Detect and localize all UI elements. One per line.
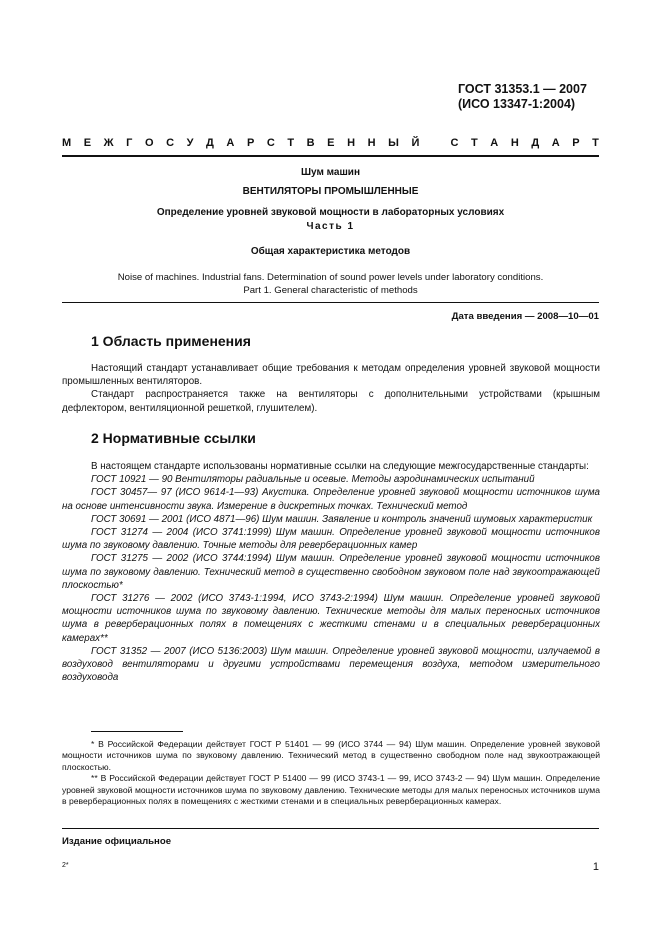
footnote-1: * В Российской Федерации действует ГОСТ Р 51401 — 99 (ИСО 3744 — 94) Шум машин. Определение уровней звуковой мощности источников шума по звуковому давлению. Технический метод в существенно свободном поле над звукоотражающей плоскостью. (62, 739, 600, 772)
banner-letter: Н (510, 137, 519, 149)
banner-letter: В (306, 137, 315, 149)
date-of-introduction: Дата введения — 2008—10—01 (451, 311, 599, 322)
title-line-1: Шум машин (300, 167, 360, 178)
interstate-standard-banner (62, 137, 599, 149)
part-label: Часть 1 (306, 221, 355, 232)
reference-item: ГОСТ 10921 — 90 Вентиляторы радиальные и осевые. Методы аэродинамических испытаний (91, 474, 535, 486)
banner-letter: Е (83, 137, 92, 149)
banner-letter: Р (246, 137, 255, 149)
footnotes (62, 739, 600, 807)
banner-letter: А (551, 137, 560, 149)
footnote-divider (91, 731, 183, 732)
banner-letter: Т (592, 137, 599, 149)
banner-letter: Ж (103, 137, 114, 149)
page-code: 2* (62, 862, 69, 869)
banner-letter: Н (347, 137, 356, 149)
banner-letter: Ы (388, 137, 399, 149)
banner-letter (432, 137, 438, 149)
banner-letter: С (450, 137, 459, 149)
banner-letter: С (266, 137, 275, 149)
banner-letter: Т (287, 137, 295, 149)
footnote-2: ** В Российской Федерации действует ГОСТ Р 51400 — 99 (ИСО 3743-1 — 99, ИСО 3743-2 — 94) Шум машин. Определение уровней звуковой мощности источников шума по звуковому давлению. Технические методы для малых переносных источников шума в реверберационных полях в помещениях с жесткими стенами и в специальных реверберационных камерах. (62, 773, 600, 807)
section-1-paragraph: Настоящий стандарт устанавливает общие требования к методам определения уровней звуковой мощности промышленных вентиляторов. (62, 363, 600, 388)
title-line-2: ВЕНТИЛЯТОРЫ ПРОМЫШЛЕННЫЕ (242, 186, 419, 197)
section-1-heading: 1 Область применения (91, 333, 251, 349)
title-line-3: Определение уровней звуковой мощности в лабораторных условиях (156, 207, 505, 218)
reference-item: ГОСТ 31276 — 2002 (ИСО 3743-1:1994, ИСО 3743-2:1994) Шум машин. Определение уровней звуковой мощности источников шума по звуковому давлению. Технические методы для малых переносных источников шума в реверберационных полях в помещениях с жесткими стенами и в специальных реверберационных камерах** (62, 593, 600, 644)
reference-item: ГОСТ 31274 — 2004 (ИСО 3741:1999) Шум машин. Определение уровней звуковой мощности источников шума по звуковому давлению. Точные методы для реверберационных камер (62, 527, 600, 552)
header-divider (62, 155, 599, 157)
banner-letter: О (144, 137, 154, 149)
footer-divider (62, 828, 599, 829)
banner-letter: Г (126, 137, 133, 149)
english-title-line-1: Noise of machines. Industrial fans. Determination of sound power levels under laboratory conditions. (117, 272, 544, 283)
reference-item: ГОСТ 30457— 97 (ИСО 9614-1—93) Акустика. Определение уровней звуковой мощности источников шума на основе интенсивности звука. Измерение в дискретных точках. Технический метод (62, 487, 600, 512)
page-number: 1 (592, 861, 599, 873)
banner-letter: У (186, 137, 194, 149)
banner-letter: М (62, 137, 72, 149)
banner-letter: С (166, 137, 175, 149)
section-2-intro: В настоящем стандарте использованы нормативные ссылки на следующие межгосударственные стандарты: (91, 461, 589, 472)
standard-designation-block (458, 82, 598, 112)
reference-item: ГОСТ 30691 — 2001 (ИСО 4871—96) Шум машин. Заявление и контроль значений шумовых характеристик (91, 513, 593, 525)
banner-letter: Н (367, 137, 376, 149)
section-1-paragraph: Стандарт распространяется также на вентиляторы с дополнительными устройствами (крышным дефлектором, вентиляционной решеткой, глушителем). (62, 389, 600, 414)
reference-item: ГОСТ 31352 — 2007 (ИСО 5136:2003) Шум машин. Определение уровней звуковой мощности, излучаемой в воздуховод вентиляторами и другими устройствами перемещения воздуха, методом измерительного воздуховода (62, 645, 600, 684)
title-divider (62, 302, 599, 303)
section-1-body (62, 362, 600, 415)
banner-letter: Е (327, 137, 335, 149)
reference-item: ГОСТ 31275 — 2002 (ИСО 3744:1994) Шум машин. Определение уровней звуковой мощности источников шума по звуковому давлению. Технический метод в существенно свободном звуковом поле над звукоотражающей плоскостью* (62, 553, 600, 591)
standard-designation: ГОСТ 31353.1 — 2007 (458, 82, 587, 96)
english-title-line-2: Part 1. General characteristic of methods (243, 285, 418, 296)
banner-letter: Й (411, 137, 420, 149)
banner-letter: А (490, 137, 499, 149)
section-2-body (62, 460, 600, 684)
banner-letter: Д (206, 137, 214, 149)
banner-letter: А (226, 137, 235, 149)
banner-letter: Д (531, 137, 540, 149)
part-title: Общая характеристика методов (250, 246, 411, 257)
banner-letter: Т (471, 137, 478, 149)
iso-designation: (ИСО 13347-1:2004) (458, 97, 576, 111)
section-2-heading: 2 Нормативные ссылки (91, 430, 256, 446)
banner-letter: Р (572, 137, 580, 149)
edition-label: Издание официальное (62, 836, 172, 847)
